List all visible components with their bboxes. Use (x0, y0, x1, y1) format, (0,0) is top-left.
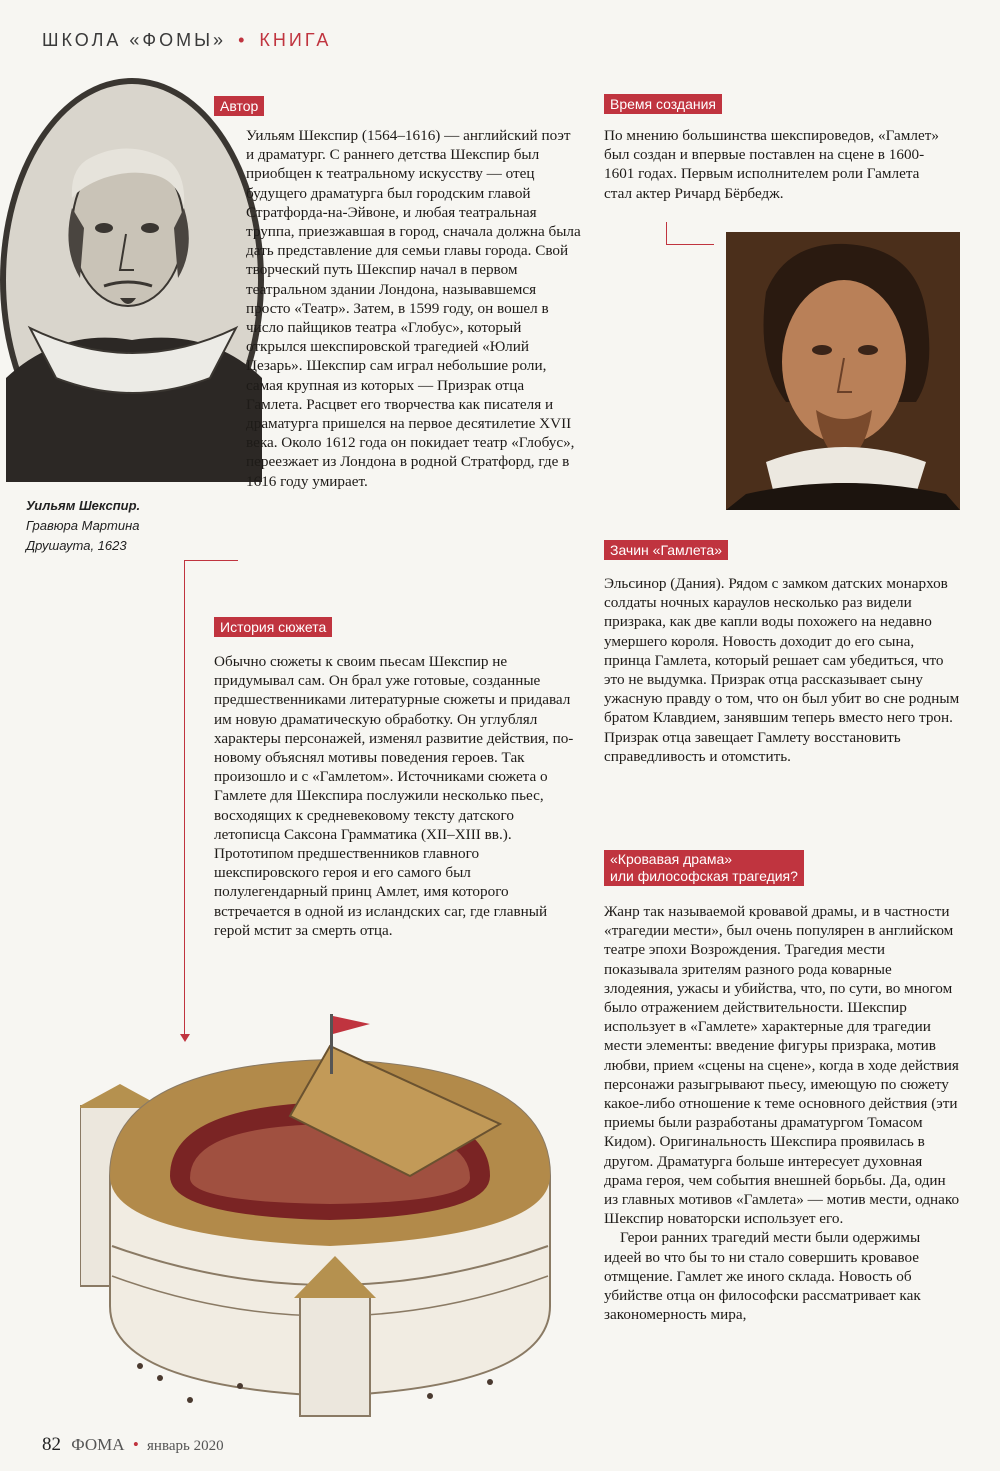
drama-paragraph-1: Жанр так называемой кровавой драмы, и в частности «трагедии мести», был очень популярен в английском театре эпохи Возрождения. Трагедия мести показывала зрителям разного рода коварные злодеяния, ужасы и убийства, что, по сути, во многом было отражением действительности. Шекспир использует в «Гамлете» характерные для трагедии мести элементы: введение фигуры призрака, мотив любви, прием «сцены на сцене», когда в ходе действия персонажи разыгрывают пьесу, имеющую по сюжету какое-либо отношение к теме основного действия (эти приемы были разработаны драматургом Томасом Кидом). Оригинальность Шекспира проявилась в другом. Драматурга больше интересует духовная драма героя, чем события внешней борьбы. Да, один из главных мотивов «Гамлета» — мотив мести, однако Шекспир новаторски использует его. (604, 903, 960, 1228)
label-time: Время создания (604, 94, 722, 114)
connector-line (184, 560, 238, 561)
footer-magazine: ФОМА (71, 1435, 125, 1454)
caption-credit: Гравюра Мартина Друшаута, 1623 (26, 518, 140, 553)
portrait-caption (26, 496, 176, 556)
caption-name: Уильям Шекспир. (26, 498, 141, 513)
drama-text (604, 902, 960, 1324)
connector-line (666, 222, 667, 244)
label-origin: Зачин «Гамлета» (604, 540, 728, 560)
burbage-portrait (726, 232, 960, 510)
author-text (246, 126, 582, 491)
section-title: КНИГА (259, 30, 332, 50)
header-separator: • (238, 30, 248, 50)
globe-theatre-illustration (80, 1006, 580, 1426)
page-footer (42, 1434, 224, 1456)
page-header (42, 30, 331, 51)
label-plot: История сюжета (214, 617, 332, 637)
time-text (604, 126, 944, 203)
page-number: 82 (42, 1434, 61, 1455)
shakespeare-portrait (0, 78, 272, 482)
label-drama-line2: или философская трагедия? (610, 868, 798, 884)
connector-line (666, 244, 714, 245)
footer-date: январь 2020 (147, 1438, 224, 1454)
author-paragraph: Уильям Шекспир (1564–1616) — английский поэт и драматург. С раннего детства Шекспир был приобщен к театральному искусству — отец будущего драматурга был городским главой Стратфорда-на-Эйвоне, и любая театральная труппа, приезжавшая в город, сначала должна была дать представление для семьи главы города. Свой творческий путь Шекспир начал в первом театральном здании Лондона, называвшемся просто «Театр». Затем, в 1599 году, он вошел в число пайщиков театра «Глобус», который открылся шекспировской трагедией «Юлий Цезарь». Шекспир сам играл небольшие роли, самая крупная из которых — Призрак отца Гамлета. Расцвет его творчества как писателя и драматурга пришелся на первое десятилетие XVII века. Около 1612 года он покидает театр «Глобус», переезжает из Лондона в родной Стратфорд, где в 1616 году умирает. (246, 127, 581, 490)
plot-paragraph: Обычно сюжеты к своим пьесам Шекспир не придумывал сам. Он брал уже готовые, созданные предшественниками литературные сюжеты и придавал им новую драматическую обработку. Он углублял характеры персонажей, изменял развитие действия, по-новому объяснял мотивы поведения героев. Так произошло и с «Гамлетом». Источниками сюжета о Гамлете для Шекспира послужили несколько пьес, восходящих к средневековому тексту датского летописца Саксона Грамматика (XII–XIII вв.). Прототипом предшественников главного шекспировского героя и его самого был полулегендарный принц Амлет, имя которого встречается в одной из исландских саг, где главный герой мстит за смерть отца. (214, 653, 574, 939)
origin-paragraph: Эльсинор (Дания). Рядом с замком датских монархов солдаты ночных караулов несколько раз видели призрака, как две капли воды похожего на недавно умершего короля. Новость доходит до его сына, принца Гамлета, который решает сам убедиться, что это не выдумка. Призрак отца рассказывает сыну ужасную правду о том, что он был убит во сне родным братом Клавдием, занявшим теперь вместо него трон. Призрак отца завещает Гамлету восстановить справедливость и отомстить. (604, 575, 960, 765)
origin-text (604, 574, 960, 766)
connector-line (184, 560, 185, 1036)
plot-text (214, 652, 582, 940)
magazine-section-title: ШКОЛА «ФОМЫ» (42, 30, 227, 50)
drama-paragraph-2: Герои ранних трагедий мести были одержимы идеей во что бы то ни стало совершить кровавое отмщение. Гамлет же иного склада. Новость об убийстве отца он философски рассматривает как закономерность мира, (604, 1229, 921, 1324)
label-drama (604, 850, 804, 886)
label-author: Автор (214, 96, 264, 116)
label-drama-line1: «Кровавая драма» (610, 851, 733, 867)
time-paragraph: По мнению большинства шекспироведов, «Гамлет» был создан и впервые поставлен на сцене в 1600-1601 годах. Первым исполнителем роли Гамлета стал актер Ричард Бёрбедж. (604, 127, 939, 202)
footer-separator: • (132, 1435, 139, 1454)
